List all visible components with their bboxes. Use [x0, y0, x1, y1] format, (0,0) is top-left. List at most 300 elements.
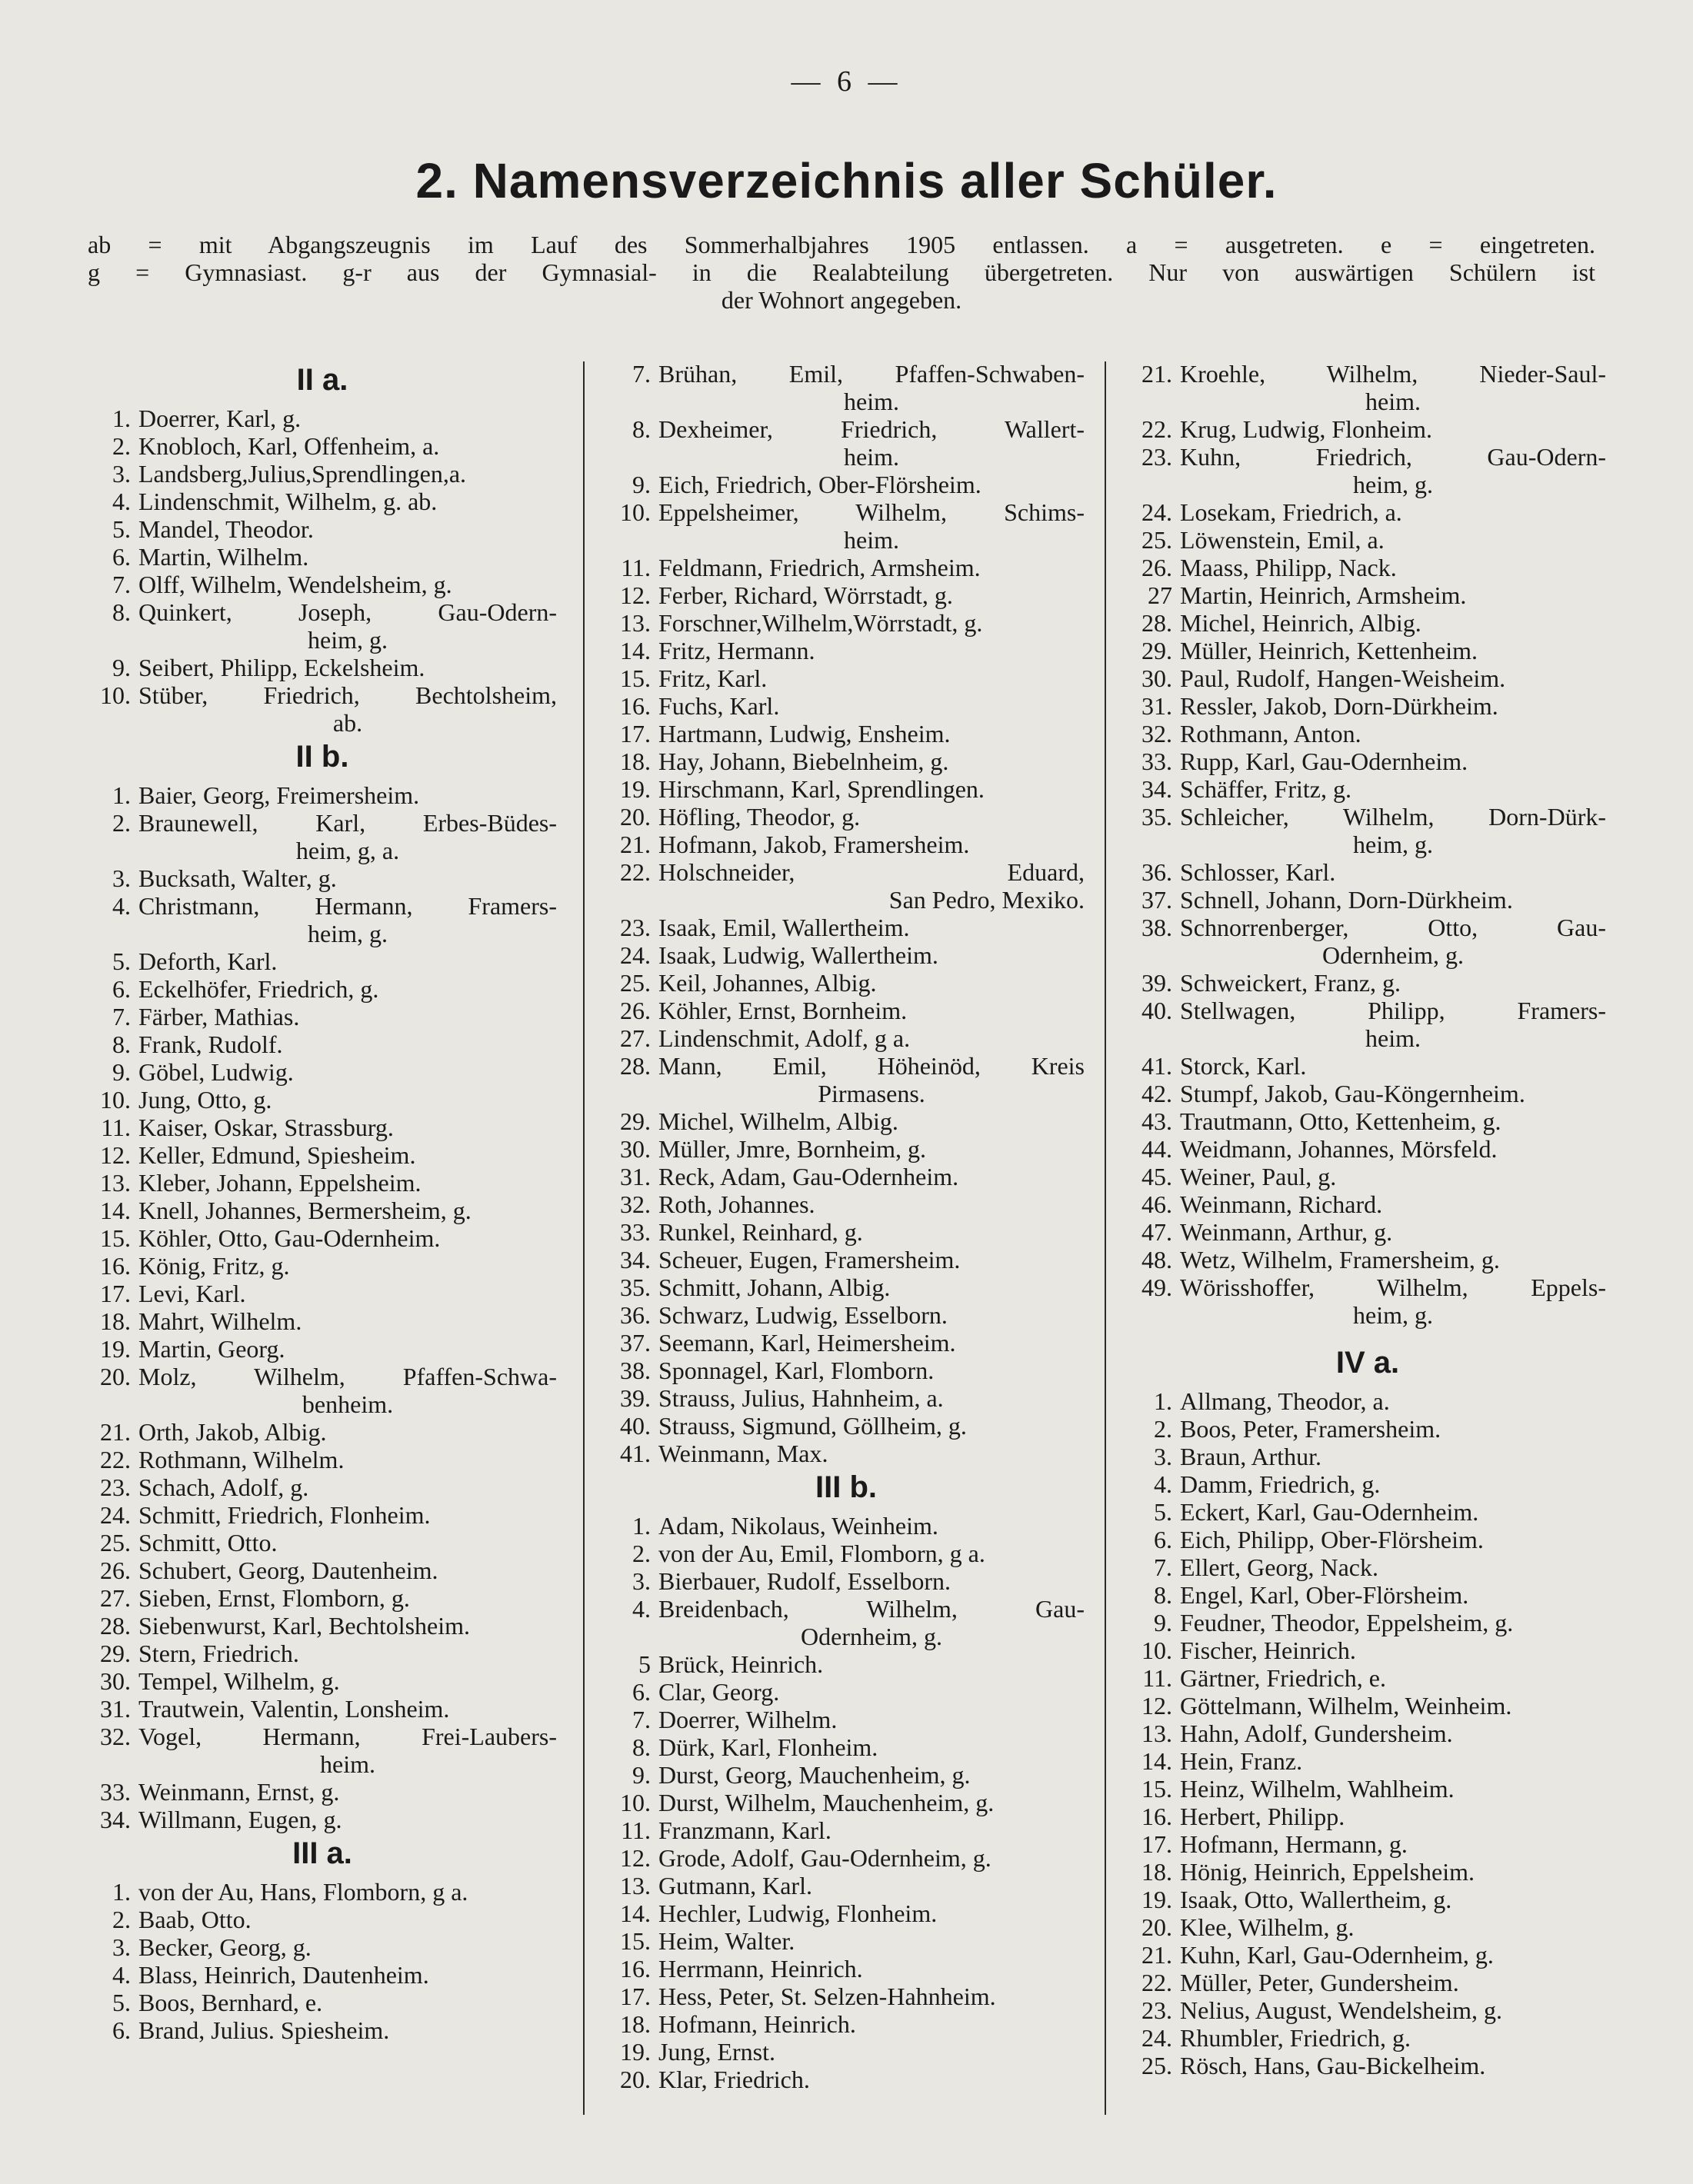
- entry-number: 6.: [632, 1678, 651, 1706]
- entry-line: Mann, Emil, Höheinöd, Kreis: [658, 1052, 1085, 1080]
- student-entry: [88, 1169, 557, 1197]
- entry-text: Rupp, Karl, Gau-Odernheim.: [1180, 747, 1468, 775]
- entry-text: Deforth, Karl.: [138, 947, 278, 975]
- entry-number: 31.: [620, 1163, 651, 1190]
- entry-text: Bierbauer, Rudolf, Esselborn.: [658, 1567, 951, 1595]
- student-entry: [1129, 554, 1606, 581]
- entry-text: [1180, 1273, 1606, 1329]
- entry-number: 12.: [1141, 1692, 1172, 1720]
- abbreviation-legend: [88, 231, 1595, 314]
- student-entry: [88, 432, 557, 460]
- entry-number: 19.: [100, 1335, 131, 1363]
- entry-text: Lindenschmit, Wilhelm, g. ab.: [138, 488, 438, 515]
- student-entry: [1129, 581, 1606, 609]
- entry-text: Adam, Nikolaus, Weinheim.: [658, 1512, 938, 1540]
- entry-text: Reck, Adam, Gau-Odernheim.: [658, 1163, 959, 1190]
- entry-number: 31.: [100, 1695, 131, 1723]
- student-entry: [88, 975, 557, 1003]
- student-entry: [608, 1512, 1085, 1540]
- entry-text: Michel, Heinrich, Albig.: [1180, 609, 1421, 637]
- entry-continuation: heim, g.: [308, 626, 388, 654]
- student-entry: [88, 1501, 557, 1529]
- entry-line: Kroehle, Wilhelm, Nieder-Saul-: [1180, 360, 1606, 388]
- student-entry: [88, 892, 557, 947]
- entry-text: Hein, Franz.: [1180, 1747, 1303, 1775]
- student-entry: [1129, 1692, 1606, 1720]
- entry-number: 29.: [100, 1640, 131, 1667]
- student-entry: [88, 2016, 557, 2044]
- entry-text: Schmitt, Johann, Albig.: [658, 1273, 891, 1301]
- entry-text: Olff, Wilhelm, Wendelsheim, g.: [138, 571, 452, 598]
- entry-number: 5.: [112, 1989, 131, 2016]
- student-entry: [608, 1135, 1085, 1163]
- entry-number: 41.: [1141, 1052, 1172, 1080]
- entry-text: Eckert, Karl, Gau-Odernheim.: [1180, 1498, 1479, 1526]
- entry-line: Holschneider, Eduard,: [658, 858, 1085, 886]
- entry-text: Damm, Friedrich, g.: [1180, 1470, 1381, 1498]
- entry-text: Gutmann, Karl.: [658, 1872, 812, 1899]
- entry-number: 49.: [1141, 1273, 1172, 1301]
- entry-text: Krug, Ludwig, Flonheim.: [1180, 415, 1432, 443]
- student-entry: [1129, 858, 1606, 886]
- entry-number: 20.: [100, 1363, 131, 1390]
- entry-number: 21.: [100, 1418, 131, 1446]
- student-entry: [1129, 1969, 1606, 1996]
- entry-number: 11.: [621, 554, 651, 581]
- entry-number: 11.: [101, 1114, 131, 1141]
- student-entry: [1129, 997, 1606, 1052]
- student-entry: [608, 1733, 1085, 1761]
- student-entry: [608, 747, 1085, 775]
- entry-continuation: heim.: [320, 1750, 375, 1778]
- entry-text: Isaak, Otto, Wallertheim, g.: [1180, 1886, 1452, 1913]
- student-entry: [1129, 1775, 1606, 1803]
- entry-number: 8.: [632, 1733, 651, 1761]
- student-entry: [1129, 1443, 1606, 1470]
- entry-text: Sponnagel, Karl, Flomborn.: [658, 1357, 935, 1384]
- entry-line: Quinkert, Joseph, Gau-Odern-: [138, 598, 557, 626]
- student-entry: [1129, 360, 1606, 415]
- entry-number: 43.: [1141, 1107, 1172, 1135]
- entry-continuation: heim.: [844, 526, 899, 554]
- student-entry: [608, 969, 1085, 997]
- student-entry: [88, 947, 557, 975]
- entry-number: 26.: [1141, 554, 1172, 581]
- entry-number: 48.: [1141, 1246, 1172, 1273]
- student-entry: [88, 1933, 557, 1961]
- entry-text: Martin, Heinrich, Armsheim.: [1180, 581, 1467, 609]
- student-entry: [1129, 1273, 1606, 1329]
- entry-text: Seibert, Philipp, Eckelsheim.: [138, 654, 425, 681]
- entry-text: Müller, Heinrich, Kettenheim.: [1180, 637, 1478, 664]
- entry-continuation: Pirmasens.: [818, 1080, 925, 1107]
- entry-number: 19.: [620, 2038, 651, 2066]
- entry-text: Rhumbler, Friedrich, g.: [1180, 2024, 1411, 2052]
- student-entry: [608, 2038, 1085, 2066]
- entry-text: Baier, Georg, Freimersheim.: [138, 781, 420, 809]
- entry-number: 5.: [1154, 1498, 1172, 1526]
- student-entry: [1129, 1913, 1606, 1941]
- entry-text: [1180, 803, 1606, 858]
- student-entry: [1129, 692, 1606, 720]
- entry-number: 20.: [620, 2066, 651, 2093]
- student-entry: [1129, 2052, 1606, 2079]
- student-entry: [608, 941, 1085, 969]
- student-entry: [1129, 526, 1606, 554]
- class-heading: III b.: [815, 1470, 877, 1504]
- entry-number: 7.: [112, 1003, 131, 1030]
- entry-number: 2.: [1154, 1415, 1172, 1443]
- entry-text: Keller, Edmund, Spiesheim.: [138, 1141, 416, 1169]
- entry-text: Becker, Georg, g.: [138, 1933, 312, 1961]
- entry-text: Runkel, Reinhard, g.: [658, 1218, 863, 1246]
- student-entry: [88, 1280, 557, 1307]
- student-entry: [608, 609, 1085, 637]
- entry-text: Weinmann, Max.: [658, 1440, 828, 1467]
- entry-number: 32.: [620, 1190, 651, 1218]
- student-entry: [608, 775, 1085, 803]
- student-entry: [88, 1584, 557, 1612]
- student-entry: [1129, 637, 1606, 664]
- student-entry: [88, 1058, 557, 1086]
- student-entry: [608, 997, 1085, 1024]
- student-entry: [608, 1190, 1085, 1218]
- student-entry: [88, 1307, 557, 1335]
- entry-number: 24.: [100, 1501, 131, 1529]
- entry-text: Klee, Wilhelm, g.: [1180, 1913, 1355, 1941]
- entry-text: Knell, Johannes, Bermersheim, g.: [138, 1197, 472, 1224]
- entry-text: [138, 1363, 557, 1418]
- entry-text: Hess, Peter, St. Selzen-Hahnheim.: [658, 1983, 996, 2010]
- entry-text: [138, 681, 557, 737]
- student-entry: [88, 488, 557, 515]
- student-entry: [608, 1844, 1085, 1872]
- student-entry: [88, 1778, 557, 1806]
- student-entry: [1129, 775, 1606, 803]
- student-entry: [608, 471, 1085, 498]
- entry-number: 9.: [112, 654, 131, 681]
- entry-number: 23.: [1141, 1996, 1172, 2024]
- entry-number: 14.: [620, 637, 651, 664]
- entry-text: Ferber, Richard, Wörrstadt, g.: [658, 581, 953, 609]
- entry-number: 10.: [1141, 1636, 1172, 1664]
- student-entry: [608, 637, 1085, 664]
- entry-number: 24.: [1141, 2024, 1172, 2052]
- entry-number: 23.: [100, 1473, 131, 1501]
- entry-line: Vogel, Hermann, Frei-Laubers-: [138, 1723, 557, 1750]
- entry-number: 3.: [112, 864, 131, 892]
- entry-text: Paul, Rudolf, Hangen-Weisheim.: [1180, 664, 1506, 692]
- entry-number: 7.: [112, 571, 131, 598]
- entry-number: 9.: [1154, 1609, 1172, 1636]
- entry-number: 37.: [1141, 886, 1172, 914]
- entry-number: 15.: [1141, 1775, 1172, 1803]
- student-entry: [608, 1357, 1085, 1384]
- entry-text: König, Fritz, g.: [138, 1252, 290, 1280]
- entry-number: 4.: [112, 488, 131, 515]
- student-entry: [1129, 1996, 1606, 2024]
- entry-line: Schnorrenberger, Otto, Gau-: [1180, 914, 1606, 941]
- entry-number: 33.: [1141, 747, 1172, 775]
- entry-text: Mahrt, Wilhelm.: [138, 1307, 302, 1335]
- student-entry: [608, 720, 1085, 747]
- student-entry: [608, 831, 1085, 858]
- student-entry: [1129, 498, 1606, 526]
- entry-text: Schubert, Georg, Dautenheim.: [138, 1556, 438, 1584]
- entry-number: 29.: [620, 1107, 651, 1135]
- entry-text: Weidmann, Johannes, Mörsfeld.: [1180, 1135, 1498, 1163]
- student-entry: [88, 1878, 557, 1906]
- column-middle: [608, 360, 1085, 2093]
- student-entry: [608, 692, 1085, 720]
- entry-continuation: heim, g.: [1353, 1301, 1433, 1329]
- entry-number: 33.: [100, 1778, 131, 1806]
- student-entry: [608, 1301, 1085, 1329]
- entry-number: 8.: [632, 415, 651, 443]
- student-entry: [608, 858, 1085, 914]
- entry-text: Heinz, Wilhelm, Wahlheim.: [1180, 1775, 1455, 1803]
- student-entry: [1129, 1190, 1606, 1218]
- entry-text: Herbert, Philipp.: [1180, 1803, 1345, 1830]
- entry-number: 17.: [620, 720, 651, 747]
- entry-number: 9.: [632, 1761, 651, 1789]
- entry-text: Sieben, Ernst, Flomborn, g.: [138, 1584, 410, 1612]
- entry-text: Stern, Friedrich.: [138, 1640, 299, 1667]
- entry-number: 23.: [620, 914, 651, 941]
- student-entry: [1129, 803, 1606, 858]
- student-entry: [608, 1246, 1085, 1273]
- student-entry: [88, 598, 557, 654]
- entry-continuation: Odernheim, g.: [801, 1623, 942, 1650]
- entry-number: 35.: [1141, 803, 1172, 831]
- entry-text: Dürk, Karl, Flonheim.: [658, 1733, 878, 1761]
- entry-text: Herrmann, Heinrich.: [658, 1955, 863, 1983]
- entry-text: Rothmann, Wilhelm.: [138, 1446, 345, 1473]
- entry-text: Weinmann, Arthur, g.: [1180, 1218, 1393, 1246]
- entry-number: 5.: [112, 947, 131, 975]
- entry-text: Jung, Otto, g.: [138, 1086, 272, 1114]
- student-entry: [1129, 2024, 1606, 2052]
- entry-continuation: ab.: [332, 709, 363, 737]
- student-entry: [88, 809, 557, 864]
- entry-number: 28.: [100, 1612, 131, 1640]
- entry-number: 46.: [1141, 1190, 1172, 1218]
- student-entry: [88, 1003, 557, 1030]
- entry-number: 10.: [620, 1789, 651, 1816]
- entry-text: [658, 1052, 1085, 1107]
- entry-number: 13.: [100, 1169, 131, 1197]
- student-entry: [608, 1440, 1085, 1467]
- student-entry: [1129, 1107, 1606, 1135]
- entry-text: Baab, Otto.: [138, 1906, 252, 1933]
- entry-number: 21.: [620, 831, 651, 858]
- entry-number: 24.: [1141, 498, 1172, 526]
- legend-line: ab = mit Abgangszeugnis im Lauf des Sommerhalbjahres 1905 entlassen. a = ausgetreten. e = eingetreten.: [88, 231, 1595, 258]
- entry-number: 6.: [1154, 1526, 1172, 1553]
- student-entry: [1129, 1218, 1606, 1246]
- student-entry: [1129, 415, 1606, 443]
- student-entry: [1129, 443, 1606, 498]
- entry-number: 22.: [100, 1446, 131, 1473]
- entry-number: 15.: [620, 664, 651, 692]
- entry-text: Weiner, Paul, g.: [1180, 1163, 1337, 1190]
- entry-text: Müller, Jmre, Bornheim, g.: [658, 1135, 926, 1163]
- entry-text: Hofmann, Jakob, Framersheim.: [658, 831, 970, 858]
- student-entry: [1129, 1135, 1606, 1163]
- student-entry: [608, 1761, 1085, 1789]
- entry-number: 6.: [112, 2016, 131, 2044]
- student-entry: [1129, 1636, 1606, 1664]
- student-entry: [608, 360, 1085, 415]
- entry-text: Schwarz, Ludwig, Esselborn.: [658, 1301, 948, 1329]
- class-heading: II a.: [296, 363, 348, 397]
- entry-text: Nelius, August, Wendelsheim, g.: [1180, 1996, 1503, 2024]
- entry-text: Feudner, Theodor, Eppelsheim, g.: [1180, 1609, 1514, 1636]
- entry-number: 6.: [112, 975, 131, 1003]
- entry-text: Levi, Karl.: [138, 1280, 246, 1307]
- student-entry: [88, 1556, 557, 1584]
- entry-number: 1.: [1154, 1387, 1172, 1415]
- entry-text: Brück, Heinrich.: [658, 1650, 824, 1678]
- class-heading: IV a.: [1335, 1346, 1400, 1380]
- entry-number: 42.: [1141, 1080, 1172, 1107]
- entry-text: von der Au, Emil, Flomborn, g a.: [658, 1540, 985, 1567]
- entry-number: 11.: [621, 1816, 651, 1844]
- entry-text: [658, 858, 1085, 914]
- entry-number: 24.: [620, 941, 651, 969]
- entry-number: 14.: [1141, 1747, 1172, 1775]
- student-entry: [1129, 1246, 1606, 1273]
- entry-text: Lindenschmit, Adolf, g a.: [658, 1024, 911, 1052]
- entry-number: 16.: [620, 1955, 651, 1983]
- entry-number: 8.: [1154, 1581, 1172, 1609]
- entry-text: Eich, Friedrich, Ober-Flörsheim.: [658, 471, 981, 498]
- entry-text: Frank, Rudolf.: [138, 1030, 283, 1058]
- entry-text: Brand, Julius. Spiesheim.: [138, 2016, 390, 2044]
- entry-line: Kuhn, Friedrich, Gau-Odern-: [1180, 443, 1606, 471]
- entry-text: Forschner,Wilhelm,Wörrstadt, g.: [658, 609, 983, 637]
- entry-line: Dexheimer, Friedrich, Wallert-: [658, 415, 1085, 443]
- entry-number: 25.: [100, 1529, 131, 1556]
- student-entry: [88, 571, 557, 598]
- entry-number: 21.: [1141, 360, 1172, 388]
- entry-continuation: heim.: [1365, 1024, 1421, 1052]
- entry-text: Schmitt, Friedrich, Flonheim.: [138, 1501, 431, 1529]
- student-entry: [608, 803, 1085, 831]
- entry-number: 38.: [620, 1357, 651, 1384]
- entry-text: Hahn, Adolf, Gundersheim.: [1180, 1720, 1453, 1747]
- entry-number: 4.: [112, 892, 131, 920]
- entry-text: Franzmann, Karl.: [658, 1816, 832, 1844]
- student-entry: [608, 664, 1085, 692]
- student-entry: [88, 1030, 557, 1058]
- student-entry: [1129, 1387, 1606, 1415]
- entry-text: [1180, 914, 1606, 969]
- page-number: — 6 —: [791, 65, 902, 98]
- entry-number: 1.: [112, 781, 131, 809]
- entry-text: Hechler, Ludwig, Flonheim.: [658, 1899, 938, 1927]
- entry-text: Ressler, Jakob, Dorn-Dürkheim.: [1180, 692, 1498, 720]
- student-entry: [608, 581, 1085, 609]
- student-entry: [608, 1384, 1085, 1412]
- column-right: [1129, 360, 1606, 2079]
- entry-text: Hönig, Heinrich, Eppelsheim.: [1180, 1858, 1475, 1886]
- student-entry: [88, 1723, 557, 1778]
- entry-text: Doerrer, Wilhelm.: [658, 1706, 838, 1733]
- entry-number: 47.: [1141, 1218, 1172, 1246]
- entry-text: [658, 360, 1085, 415]
- student-entry: [608, 1218, 1085, 1246]
- entry-text: Boos, Bernhard, e.: [138, 1989, 323, 2016]
- entry-number: 10.: [620, 498, 651, 526]
- entry-text: Kuhn, Karl, Gau-Odernheim, g.: [1180, 1941, 1494, 1969]
- entry-continuation: benheim.: [302, 1390, 394, 1418]
- student-entry: [1129, 720, 1606, 747]
- entry-text: Engel, Karl, Ober-Flörsheim.: [1180, 1581, 1469, 1609]
- entry-text: [138, 1723, 557, 1778]
- student-entry: [608, 914, 1085, 941]
- student-entry: [1129, 1664, 1606, 1692]
- student-entry: [608, 2010, 1085, 2038]
- entry-text: Maass, Philipp, Nack.: [1180, 554, 1397, 581]
- entry-text: [1180, 360, 1606, 415]
- student-entry: [608, 1678, 1085, 1706]
- entry-number: 16.: [100, 1252, 131, 1280]
- student-entry: [88, 543, 557, 571]
- entry-number: 29.: [1141, 637, 1172, 664]
- entry-text: Klar, Friedrich.: [658, 2066, 810, 2093]
- entry-number: 23.: [1141, 443, 1172, 471]
- entry-number: 7.: [1154, 1553, 1172, 1581]
- entry-number: 10.: [100, 681, 131, 709]
- entry-number: 27: [1148, 581, 1172, 609]
- student-entry: [88, 1086, 557, 1114]
- student-entry: [1129, 1163, 1606, 1190]
- student-entry: [608, 1955, 1085, 1983]
- entry-text: von der Au, Hans, Flomborn, g a.: [138, 1878, 468, 1906]
- entry-text: Orth, Jakob, Albig.: [138, 1418, 327, 1446]
- entry-text: Siebenwurst, Karl, Bechtolsheim.: [138, 1612, 471, 1640]
- entry-number: 14.: [100, 1197, 131, 1224]
- student-entry: [608, 1789, 1085, 1816]
- entry-number: 41.: [620, 1440, 651, 1467]
- entry-number: 28.: [620, 1052, 651, 1080]
- student-entry: [608, 1540, 1085, 1567]
- student-entry: [88, 1529, 557, 1556]
- entry-line: Stüber, Friedrich, Bechtolsheim,: [138, 681, 557, 709]
- student-entry: [1129, 1886, 1606, 1913]
- entry-number: 22.: [1141, 1969, 1172, 1996]
- student-entry: [1129, 664, 1606, 692]
- student-entry: [1129, 969, 1606, 997]
- entry-text: Weinmann, Ernst, g.: [138, 1778, 340, 1806]
- entry-text: Schäffer, Fritz, g.: [1180, 775, 1351, 803]
- entry-number: 3.: [1154, 1443, 1172, 1470]
- student-entry: [88, 1252, 557, 1280]
- student-entry: [1129, 1581, 1606, 1609]
- student-entry: [1129, 1830, 1606, 1858]
- student-entry: [88, 515, 557, 543]
- entry-text: Rösch, Hans, Gau-Bickelheim.: [1180, 2052, 1486, 2079]
- entry-text: Fischer, Heinrich.: [1180, 1636, 1356, 1664]
- entry-number: 38.: [1141, 914, 1172, 941]
- entry-number: 18.: [620, 2010, 651, 2038]
- entry-number: 7.: [632, 1706, 651, 1733]
- student-entry: [88, 1473, 557, 1501]
- entry-number: 8.: [112, 1030, 131, 1058]
- entry-text: Durst, Georg, Mauchenheim, g.: [658, 1761, 971, 1789]
- student-entry: [88, 1197, 557, 1224]
